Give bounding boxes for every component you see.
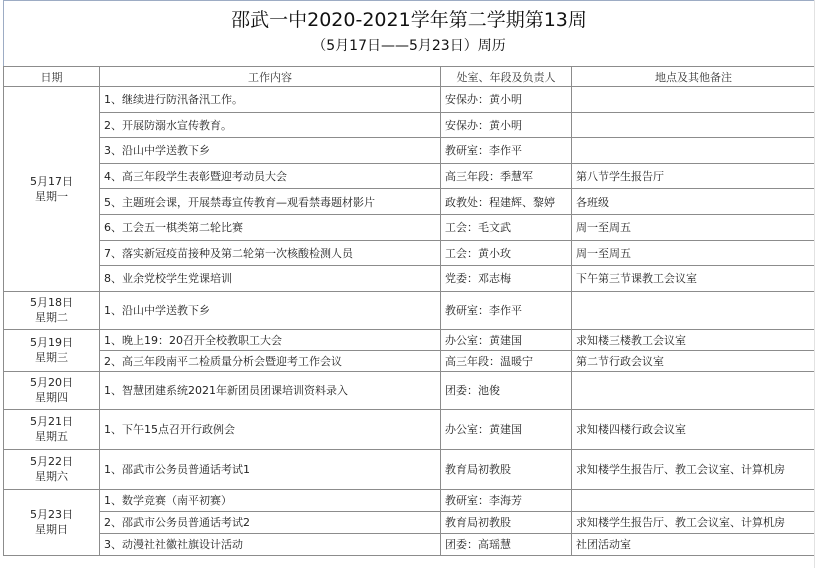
- date-cell: [4, 291, 100, 329]
- place-cell: [572, 87, 816, 113]
- work-cell: 1、智慧团建系统2021年新团员团课培训资料录入: [100, 371, 441, 409]
- date-cell: [4, 409, 100, 449]
- table-row: [4, 329, 816, 350]
- owner-cell: 团委：池俊: [441, 371, 572, 409]
- place-cell: 第八节学生报告厅: [572, 163, 816, 189]
- table-row: [4, 87, 816, 113]
- owner-cell: 团委：高瑶慧: [441, 533, 572, 555]
- weekday-label: 星期三: [35, 351, 68, 365]
- table-row: [4, 266, 816, 292]
- place-cell: 求知楼学生报告厅、教工会议室、计算机房: [572, 511, 816, 533]
- date-label: 5月19日: [30, 336, 73, 350]
- work-cell: 3、沿山中学送教下乡: [100, 138, 441, 164]
- owner-cell: 教研室：李海芳: [441, 489, 572, 511]
- table-row: [4, 533, 816, 555]
- work-cell: 8、业余党校学生党课培训: [100, 266, 441, 292]
- owner-cell: 高三年段：温暖宁: [441, 350, 572, 371]
- weekday-label: 星期五: [35, 430, 68, 444]
- table-row: [4, 511, 816, 533]
- owner-cell: 政教处：程建辉、黎婷: [441, 189, 572, 215]
- header-place: 地点及其他备注: [572, 67, 816, 87]
- weekday-label: 星期六: [35, 470, 68, 484]
- header-row: [4, 67, 816, 87]
- work-cell: 1、邵武市公务员普通话考试1: [100, 449, 441, 489]
- work-cell: 1、沿山中学送教下乡: [100, 291, 441, 329]
- date-cell: [4, 329, 100, 371]
- date-cell: [4, 87, 100, 292]
- owner-cell: 安保办：黄小明: [441, 87, 572, 113]
- place-cell: 求知楼四楼行政会议室: [572, 409, 816, 449]
- table-row: [4, 112, 816, 138]
- weekday-label: 星期四: [35, 391, 68, 405]
- weekday-label: 星期日: [35, 523, 68, 537]
- place-cell: [572, 138, 816, 164]
- place-cell: 求知楼学生报告厅、教工会议室、计算机房: [572, 449, 816, 489]
- table-row: [4, 350, 816, 371]
- owner-cell: 教育局初教股: [441, 449, 572, 489]
- table-row: [4, 449, 816, 489]
- schedule-table: [3, 66, 816, 556]
- owner-cell: 高三年段：季慧军: [441, 163, 572, 189]
- place-cell: 第二节行政会议室: [572, 350, 816, 371]
- date-cell: [4, 489, 100, 555]
- work-cell: 7、落实新冠疫苗接种及第二轮第一次核酸检测人员: [100, 240, 441, 266]
- work-cell: 6、工会五一棋类第二轮比赛: [100, 214, 441, 240]
- date-label: 5月18日: [30, 296, 73, 310]
- date-cell: [4, 449, 100, 489]
- work-cell: 2、高三年段南平二检质量分析会暨迎考工作会议: [100, 350, 441, 371]
- place-cell: [572, 489, 816, 511]
- date-label: 5月23日: [30, 508, 73, 522]
- place-cell: 周一至周五: [572, 240, 816, 266]
- table-row: [4, 189, 816, 215]
- owner-cell: 安保办：黄小明: [441, 112, 572, 138]
- schedule-body: [4, 87, 816, 556]
- table-row: [4, 291, 816, 329]
- table-row: [4, 409, 816, 449]
- table-row: [4, 240, 816, 266]
- owner-cell: 办公室：黄建国: [441, 409, 572, 449]
- work-cell: 1、下午15点召开行政例会: [100, 409, 441, 449]
- date-label: 5月17日: [30, 174, 73, 188]
- work-cell: 2、邵武市公务员普通话考试2: [100, 511, 441, 533]
- title-box: [3, 0, 815, 67]
- table-row: [4, 138, 816, 164]
- owner-cell: 工会：毛文武: [441, 214, 572, 240]
- window-edge: [814, 0, 823, 568]
- owner-cell: 办公室：黄建国: [441, 329, 572, 350]
- place-cell: [572, 112, 816, 138]
- work-cell: 1、继续进行防汛备汛工作。: [100, 87, 441, 113]
- owner-cell: 教研室：李作平: [441, 138, 572, 164]
- place-cell: 各班级: [572, 189, 816, 215]
- date-label: 5月21日: [30, 415, 73, 429]
- place-cell: [572, 291, 816, 329]
- date-label: 5月20日: [30, 376, 73, 390]
- weekday-label: 星期二: [35, 311, 68, 325]
- work-cell: 2、开展防溺水宣传教育。: [100, 112, 441, 138]
- page-subtitle: （5月17日——5月23日）周历: [312, 38, 506, 54]
- owner-cell: 教育局初教股: [441, 511, 572, 533]
- header-work: 工作内容: [100, 67, 441, 87]
- work-cell: 1、数学竞赛（南平初赛）: [100, 489, 441, 511]
- date-cell: [4, 371, 100, 409]
- table-row: [4, 214, 816, 240]
- owner-cell: 教研室：李作平: [441, 291, 572, 329]
- place-cell: 求知楼三楼教工会议室: [572, 329, 816, 350]
- place-cell: 周一至周五: [572, 214, 816, 240]
- work-cell: 5、主题班会课，开展禁毒宣传教育—观看禁毒题材影片: [100, 189, 441, 215]
- header-owner: 处室、年段及负责人: [441, 67, 572, 87]
- owner-cell: 工会：黄小玫: [441, 240, 572, 266]
- work-cell: 3、动漫社社徽社旗设计活动: [100, 533, 441, 555]
- place-cell: [572, 371, 816, 409]
- place-cell: 社团活动室: [572, 533, 816, 555]
- work-cell: 4、高三年段学生表彰暨迎考动员大会: [100, 163, 441, 189]
- page-title: 邵武一中2020-2021学年第二学期第13周: [231, 9, 587, 31]
- table-row: [4, 489, 816, 511]
- table-row: [4, 371, 816, 409]
- date-label: 5月22日: [30, 455, 73, 469]
- owner-cell: 党委：邓志梅: [441, 266, 572, 292]
- table-row: [4, 163, 816, 189]
- header-date: 日期: [4, 67, 100, 87]
- work-cell: 1、晚上19：20召开全校教职工大会: [100, 329, 441, 350]
- weekday-label: 星期一: [35, 189, 68, 203]
- place-cell: 下午第三节课教工会议室: [572, 266, 816, 292]
